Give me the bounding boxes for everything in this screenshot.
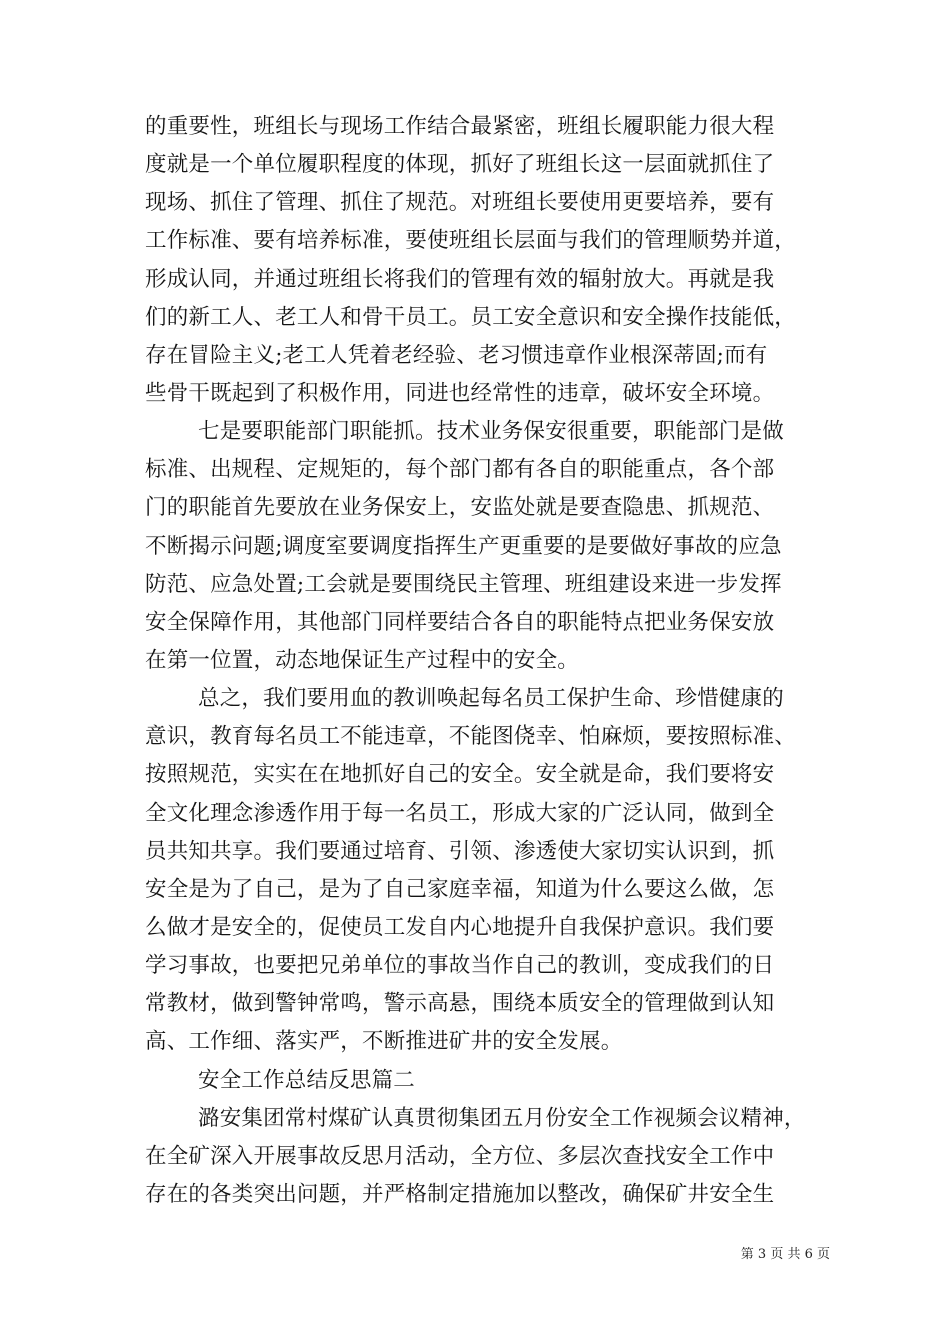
text-line: 们的新工人、老工人和骨干员工。员工安全意识和安全操作技能低， — [145, 305, 797, 330]
text-line: 些骨干既起到了积极作用，同进也经常性的违章，破坏安全环境。 — [145, 381, 775, 406]
text-line: 形成认同，并通过班组长将我们的管理有效的辐射放大。再就是我 — [145, 267, 775, 292]
text-line: 全文化理念渗透作用于每一名员工，形成大家的广泛认同，做到全 — [145, 801, 775, 826]
text-line: 么做才是安全的，促使员工发自内心地提升自我保护意识。我们要 — [145, 915, 775, 940]
text-line: 员共知共享。我们要通过培育、引领、渗透使大家切实认识到，抓 — [145, 839, 775, 864]
text-line: 门的职能首先要放在业务保安上，安监处就是要查隐患、抓规范、 — [145, 495, 775, 520]
paragraph-start-line: 潞安集团常村煤矿认真贯彻集团五月份安全工作视频会议精神， — [198, 1106, 806, 1131]
text-line: 高、工作细、落实严，不断推进矿井的安全发展。 — [145, 1029, 623, 1054]
text-line: 意识，教育每名员工不能违章，不能图侥幸、怕麻烦，要按照标准、 — [145, 724, 797, 749]
text-line: 存在的各类突出问题，并严格制定措施加以整改，确保矿井安全生 — [145, 1182, 775, 1207]
text-line: 的重要性，班组长与现场工作结合最紧密，班组长履职能力很大程 — [145, 114, 775, 139]
text-line: 在全矿深入开展事故反思月活动，全方位、多层次查找安全工作中 — [145, 1144, 775, 1169]
text-line: 度就是一个单位履职程度的体现，抓好了班组长这一层面就抓住了 — [145, 152, 775, 177]
section-heading: 安全工作总结反思篇二 — [198, 1068, 416, 1093]
text-line: 工作标准、要有培养标准，要使班组长层面与我们的管理顺势并道， — [145, 228, 797, 253]
text-line: 现场、抓住了管理、抓住了规范。对班组长要使用更要培养，要有 — [145, 190, 775, 215]
text-line: 标准、出规程、定规矩的，每个部门都有各自的职能重点，各个部 — [145, 457, 775, 482]
text-line: 防范、应急处置;工会就是要围绕民主管理、班组建设来进一步发挥 — [145, 572, 782, 597]
text-line: 安全保障作用，其他部门同样要结合各自的职能特点把业务保安放 — [145, 610, 775, 635]
text-line: 安全是为了自己，是为了自己家庭幸福，知道为什么要这么做，怎 — [145, 877, 775, 902]
text-line: 不断揭示问题;调度室要调度指挥生产更重要的是要做好事故的应急 — [145, 534, 782, 559]
text-line: 常教材，做到警钟常鸣，警示高悬，围绕本质安全的管理做到认知 — [145, 991, 775, 1016]
text-line: 存在冒险主义;老工人凭着老经验、老习惯违章作业根深蒂固;而有 — [145, 343, 768, 368]
paragraph-start-line: 七是要职能部门职能抓。技术业务保安很重要，职能部门是做 — [198, 419, 784, 444]
text-line: 学习事故，也要把兄弟单位的事故当作自己的教训，变成我们的日 — [145, 953, 775, 978]
text-line: 按照规范，实实在在地抓好自己的安全。安全就是命，我们要将安 — [145, 762, 775, 787]
paragraph-start-line: 总之，我们要用血的教训唤起每名员工保护生命、珍惜健康的 — [198, 686, 784, 711]
text-line: 在第一位置，动态地保证生产过程中的安全。 — [145, 648, 580, 673]
page-number: 第 3 页 共 6 页 — [740, 1247, 830, 1262]
